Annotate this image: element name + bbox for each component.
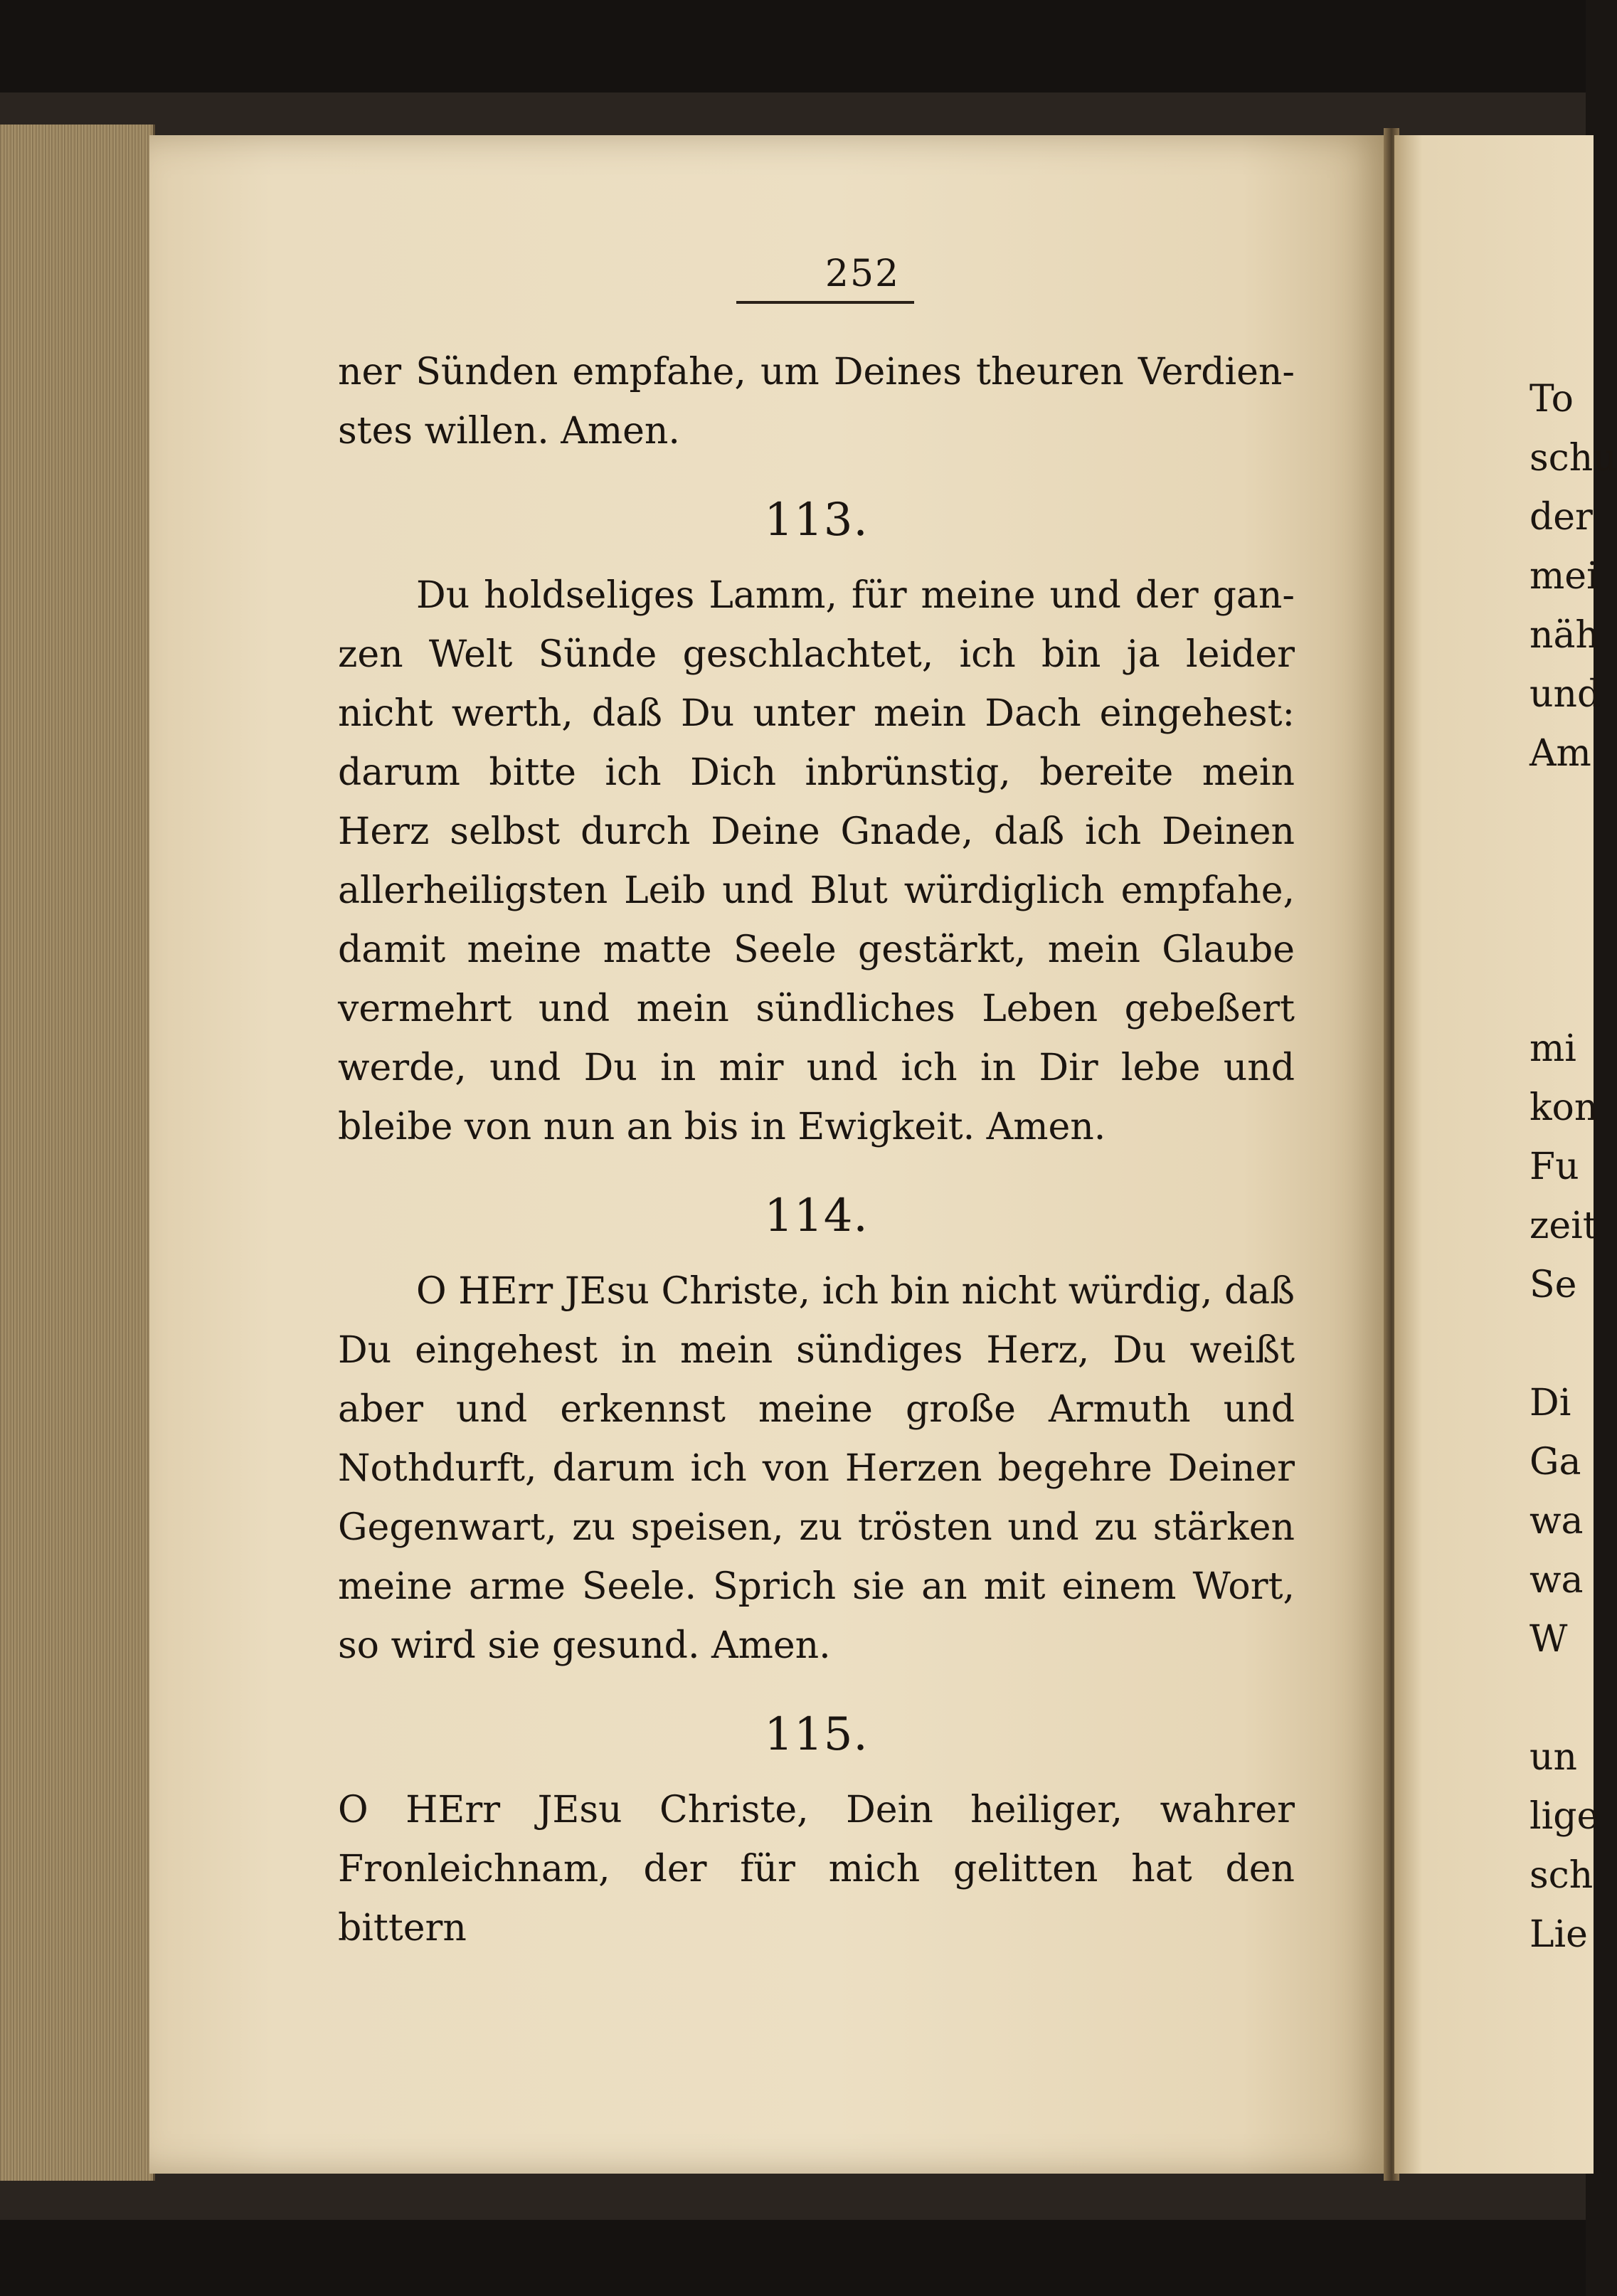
section-number-115: 115.	[764, 1708, 869, 1761]
right-fragment: Di	[1529, 1382, 1571, 1424]
right-fragment: Ga	[1529, 1441, 1581, 1483]
right-fragment: To	[1529, 378, 1574, 420]
left-page-text	[338, 253, 1295, 1958]
right-fragment: sch	[1529, 1854, 1594, 1897]
page-edges	[0, 125, 155, 2181]
right-fragment: mei	[1529, 555, 1599, 598]
right-fragment: schu	[1529, 437, 1617, 480]
right-fragment: kon	[1529, 1086, 1599, 1129]
right-fragment: der	[1529, 496, 1593, 539]
right-fragment: näh	[1529, 614, 1599, 657]
right-fragment: Se	[1529, 1264, 1577, 1306]
section-114-text: O HErr JEsu Christe, ich bin nicht würdig, daß Du eingehest in mein sündiges Herz, Du weißt aber und erkennst meine große Armuth und Nothdurft, darum ich von Herzen begehre Deiner Gegenwart, zu speisen, zu trösten und zu stärken meine arme Seele. Sprich sie an mit einem Wort, so wird sie gesund. Amen.	[338, 1270, 1295, 1667]
right-fragment: Am	[1529, 732, 1591, 775]
page-number: 252	[825, 253, 901, 295]
section-115-text: O HErr JEsu Christe, Dein heiliger, wahrer Fronleichnam, der für mich gelitten hat den bittern	[338, 1789, 1295, 1950]
continuation-paragraph: ner Sünden empfahe, um Deines theuren Verdienstes willen. Amen.	[338, 351, 1295, 453]
right-fragment: un	[1529, 1736, 1577, 1779]
right-fragment: zeit	[1529, 1205, 1598, 1247]
right-fragment: wa	[1529, 1559, 1584, 1602]
right-fragment: und	[1529, 673, 1601, 716]
section-113-text: Du holdseliges Lamm, für meine und der ganzen Welt Sünde geschlachtet, ich bin ja leider nicht werth, daß Du unter mein Dach eingehest: darum bitte ich Dich inbrünstig, bereite mein Herz selbst durch Deine Gnade, daß ich Deinen allerheiligsten Leib und Blut würdiglich empfahe, damit meine matte Seele gestärkt, mein Glaube vermehrt und mein sündliches Leben gebeßert werde, und Du in mir und ich in Dir lebe und bleibe von nun an bis in Ewigkeit. Amen.	[338, 574, 1295, 1148]
right-fragment: wa	[1529, 1500, 1584, 1543]
right-fragment: Lie	[1529, 1913, 1588, 1956]
right-fragment: mi	[1529, 1027, 1576, 1070]
section-number-113: 113.	[764, 494, 869, 546]
page-number-rule	[736, 301, 914, 304]
section-number-114: 114.	[764, 1190, 869, 1242]
right-fragment: lige	[1529, 1795, 1599, 1838]
right-fragment: W	[1529, 1618, 1568, 1661]
right-fragment: Fu	[1529, 1146, 1579, 1188]
right-page-fragments	[1529, 370, 1617, 1964]
book-cover-top	[0, 92, 1586, 135]
